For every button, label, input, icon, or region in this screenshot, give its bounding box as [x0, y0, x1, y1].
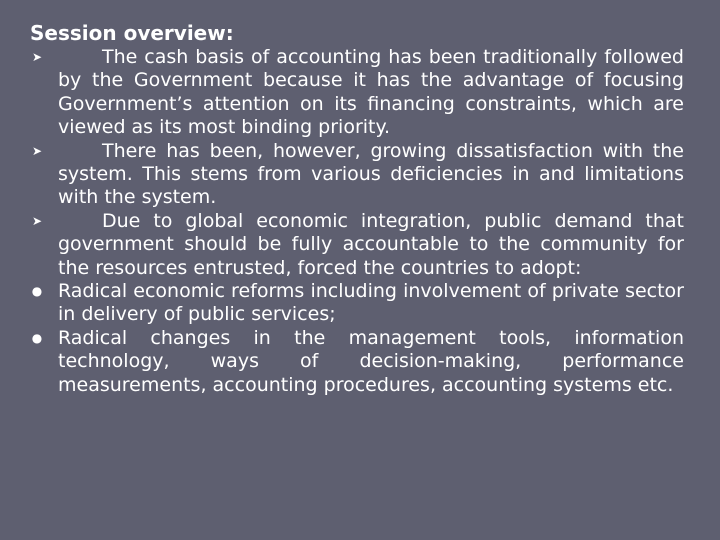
slide-content [30, 20, 684, 397]
bullet-text: Radical changes in the management tools, information technology, ways of decision-making, performance measurements, accounting procedures, accounting systems etc. [58, 326, 684, 396]
dot-icon: ● [31, 330, 43, 345]
bullet-item [30, 140, 684, 210]
bullet-item [30, 280, 684, 327]
arrowhead-icon: ➤ [31, 143, 43, 158]
arrowhead-icon: ➤ [31, 213, 43, 228]
arrowhead-icon: ➤ [31, 50, 43, 64]
bullet-item [30, 46, 684, 140]
dot-icon: ● [31, 284, 43, 299]
bullet-text: The cash basis of accounting has been traditionally followed by the Government because it has the advantage of focusing Government’s attention on its financing constraints, which are viewed as its most binding priority. [58, 46, 684, 139]
slide-title: Session overview: [30, 21, 234, 45]
bullet-text: There has been, however, growing dissatisfaction with the system. This stems from various deficiencies in and limitations with the system. [58, 139, 684, 209]
bullet-text: Due to global economic integration, public demand that government should be fully accountable to the community for the resources entrusted, forced the countries to adopt: [58, 209, 684, 279]
bullet-item [30, 327, 684, 397]
bullet-item [30, 210, 684, 280]
bullet-text: Radical economic reforms including involvement of private sector in delivery of public services; [58, 280, 684, 326]
bullet-list [30, 46, 684, 397]
